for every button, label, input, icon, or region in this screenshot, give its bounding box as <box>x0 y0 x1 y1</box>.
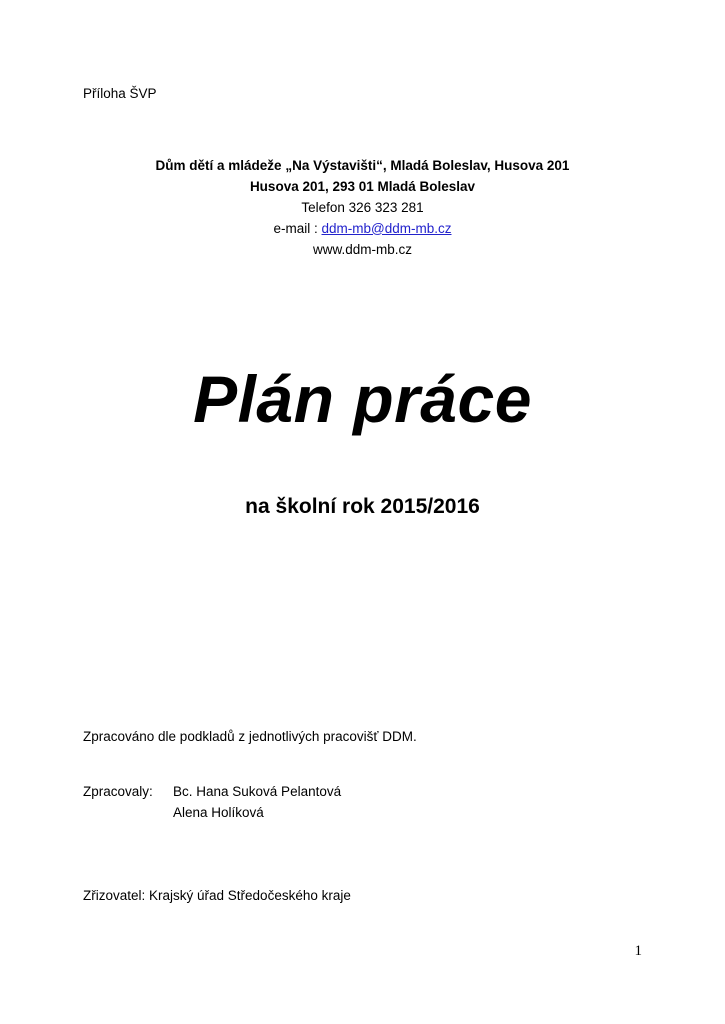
organization-email-line <box>0 219 725 240</box>
source-note: Zpracováno dle podkladů z jednotlivých pracovišť DDM. <box>83 729 417 744</box>
appendix-note: Příloha ŠVP <box>83 86 157 101</box>
page-subtitle: na školní rok 2015/2016 <box>245 495 480 518</box>
organization-website: www.ddm-mb.cz <box>312 241 412 257</box>
email-link[interactable]: ddm-mb@ddm-mb.cz <box>321 220 452 236</box>
page-number: 1 <box>634 943 642 959</box>
organization-address: Husova 201, 293 01 Mladá Boleslav <box>249 178 476 194</box>
author-name-2: Alena Holíková <box>173 804 264 820</box>
authors-row <box>83 803 341 824</box>
email-label: e-mail : <box>273 220 322 236</box>
organization-phone: Telefon 326 323 281 <box>301 199 424 215</box>
authors-row <box>83 782 341 803</box>
author-name-1: Bc. Hana Suková Pelantová <box>173 784 342 799</box>
authors-label: Zpracovaly: <box>83 784 153 799</box>
organization-block <box>0 156 725 261</box>
page-title: Plán práce <box>193 362 532 436</box>
founder-line: Zřizovatel: Krajský úřad Středočeského kraje <box>83 888 351 903</box>
authors-label-spacer <box>83 803 173 824</box>
authors-block <box>83 782 341 824</box>
organization-name: Dům dětí a mládeže „Na Výstavišti“, Mladá Boleslav, Husova 201 <box>155 158 570 173</box>
